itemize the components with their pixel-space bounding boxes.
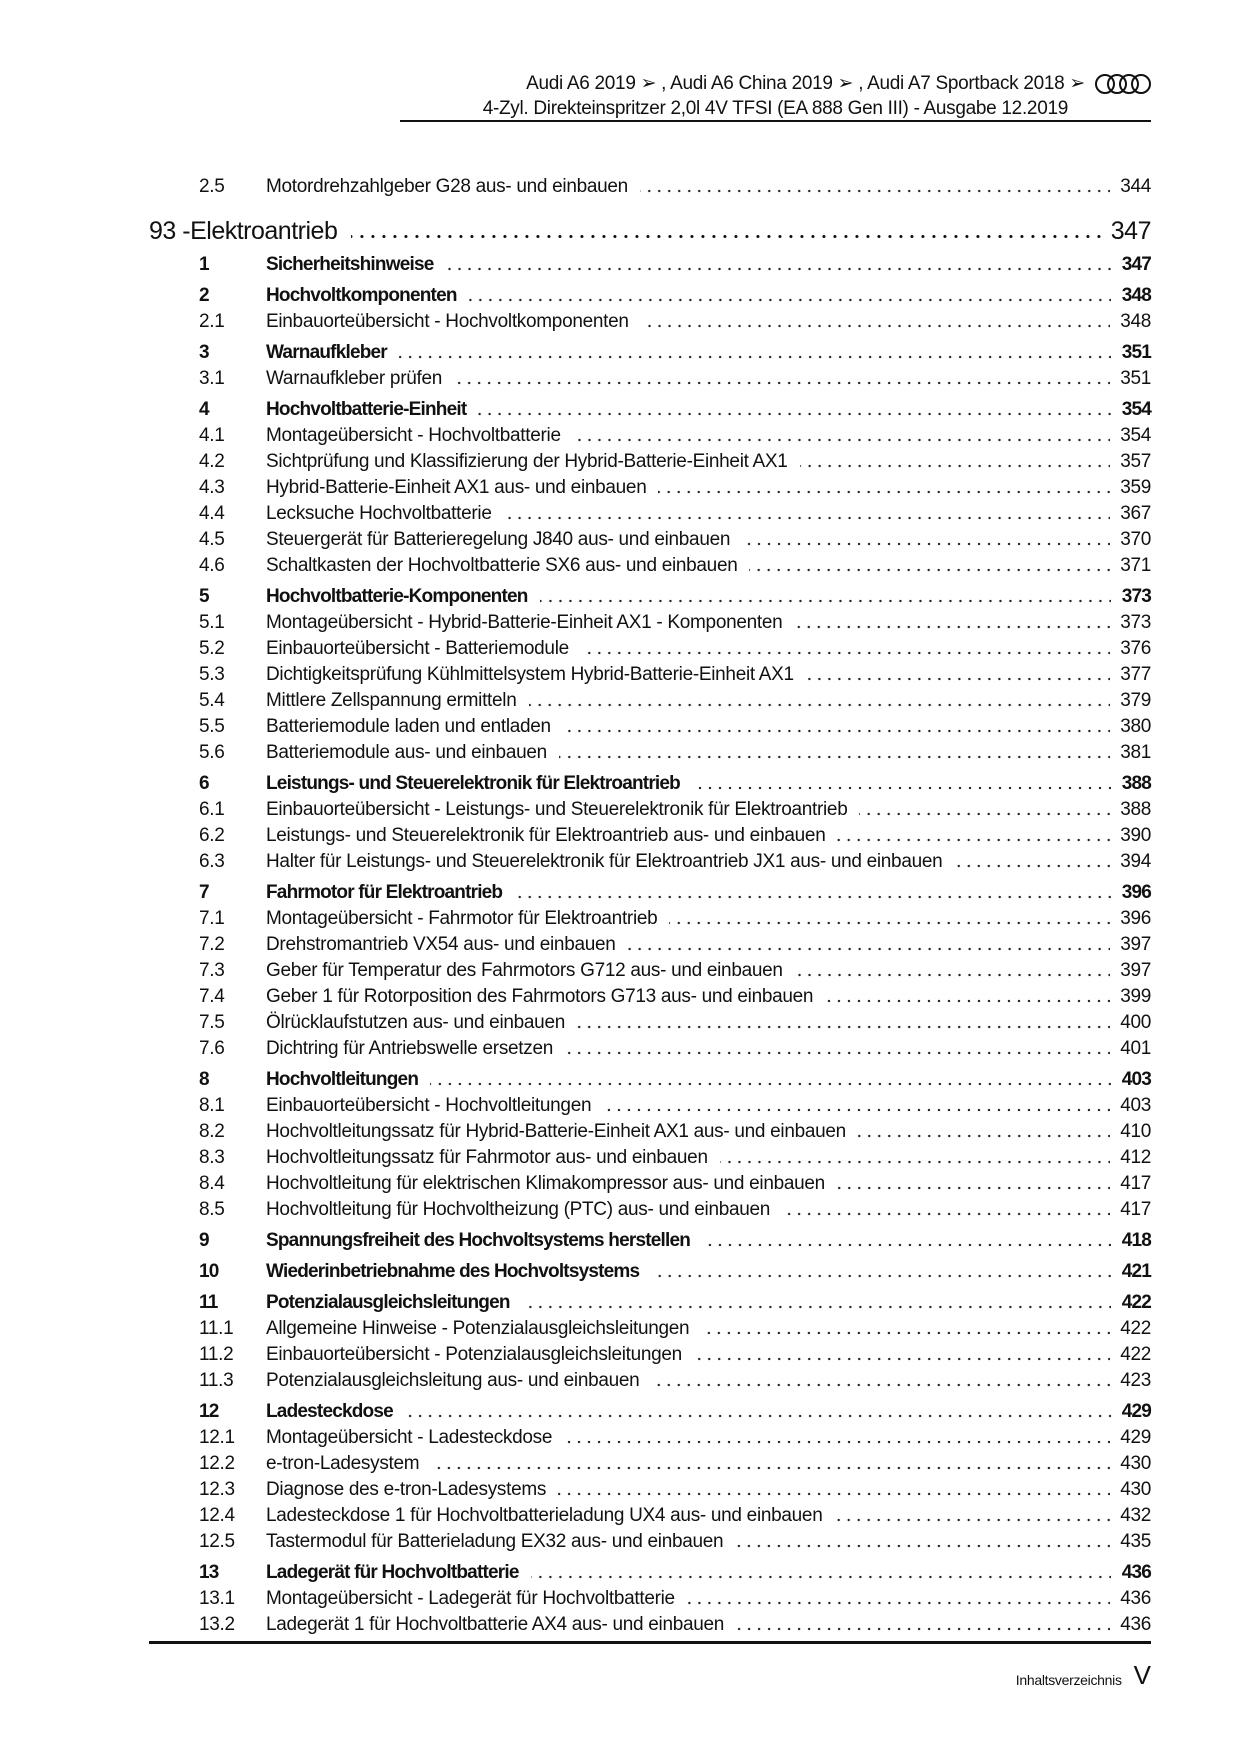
toc-entry-number: 11.2 (199, 1344, 234, 1365)
dot-leader (573, 423, 1110, 449)
toc-entry-number: 93 - (149, 217, 191, 245)
dot-leader (658, 475, 1110, 501)
toc-entry[interactable] (149, 1316, 1151, 1342)
toc-entry-title: Diagnose des e-tron-Ladesystems (266, 1479, 547, 1500)
toc-entry-number: 3 (199, 342, 209, 363)
toc-chapter-entry[interactable] (149, 1228, 1151, 1254)
dot-leader (834, 1503, 1110, 1529)
dot-leader (529, 688, 1111, 714)
toc-entry-page: 348 (1121, 285, 1151, 306)
toc-entry[interactable] (149, 958, 1151, 984)
toc-entry-title: Einbauorteübersicht - Hochvoltleitungen (266, 1095, 592, 1116)
toc-entry-number: 5.6 (199, 742, 225, 763)
toc-entry-page: 359 (1120, 477, 1151, 498)
toc-entry-number: 4.3 (199, 477, 225, 498)
toc-entry[interactable] (149, 1425, 1151, 1451)
toc-entry-title: Hochvoltbatterie-Einheit (266, 399, 467, 420)
toc-entry-number: 2 (199, 285, 209, 306)
toc-entry-title: Einbauorteübersicht - Potenzialausgleichsleitungen (266, 1344, 682, 1365)
toc-entry-number: 12.3 (199, 1479, 235, 1500)
toc-entry[interactable] (149, 849, 1151, 875)
toc-chapter-entry[interactable] (149, 584, 1151, 610)
toc-entry[interactable] (149, 1477, 1151, 1503)
dot-leader (577, 1010, 1110, 1036)
dot-leader (504, 501, 1111, 527)
toc-entry-title: Einbauorteübersicht - Batteriemodule (266, 638, 569, 659)
toc-entry[interactable] (149, 1010, 1151, 1036)
dot-leader (858, 1119, 1110, 1145)
toc-entry-page: 429 (1121, 1401, 1151, 1422)
dot-leader (954, 849, 1110, 875)
toc-entry-title: Montageübersicht - Hochvoltbatterie (266, 425, 561, 446)
toc-entry-title: Montageübersicht - Ladesteckdose (266, 1427, 553, 1448)
toc-entry[interactable] (149, 527, 1151, 553)
toc-entry-title: Dichtring für Antriebswelle ersetzen (266, 1038, 554, 1059)
toc-entry[interactable] (149, 984, 1151, 1010)
toc-entry-title: e-tron-Ladesystem (266, 1453, 420, 1474)
toc-entry-title: Hochvoltbatterie-Komponenten (266, 586, 528, 607)
toc-entry-page: 377 (1120, 664, 1151, 685)
toc-entry-title: Lecksuche Hochvoltbatterie (266, 503, 492, 524)
toc-entry-number: 8.3 (199, 1147, 225, 1168)
dot-leader (640, 174, 1110, 200)
toc-entry-page: 430 (1120, 1453, 1151, 1474)
toc-entry[interactable] (149, 174, 1151, 200)
toc-entry-page: 396 (1120, 908, 1151, 929)
toc-entry-page: 432 (1120, 1505, 1151, 1526)
toc-entry-number: 8.5 (199, 1199, 225, 1220)
toc-entry-title: Geber für Temperatur des Fahrmotors G712 aus- und einbauen (266, 960, 783, 981)
dot-leader (800, 449, 1111, 475)
toc-entry-number: 13 (199, 1562, 219, 1583)
toc-entry-title: Elektroantrieb (190, 217, 338, 245)
dot-leader (749, 553, 1110, 579)
audi-rings-logo-icon (1095, 74, 1151, 94)
toc-entry-number: 6.1 (199, 799, 225, 820)
toc-entry-page: 373 (1120, 612, 1151, 633)
toc-chapter-entry[interactable] (149, 283, 1151, 309)
toc-entry[interactable] (149, 906, 1151, 932)
dot-leader (736, 1612, 1110, 1638)
dot-leader (742, 527, 1110, 553)
toc-entry-page: 435 (1120, 1531, 1151, 1552)
toc-entry-number: 7 (199, 882, 209, 903)
toc-entry-page: 394 (1120, 851, 1151, 872)
toc-entry-title: Montageübersicht - Hybrid-Batterie-Einheit AX1 - Komponenten (266, 612, 783, 633)
toc-entry-number: 5.3 (199, 664, 225, 685)
toc-entry-number: 11 (199, 1292, 218, 1313)
toc-entry-number: 5.5 (199, 716, 225, 737)
toc-entry-page: 390 (1120, 825, 1151, 846)
toc-entry-number: 8.2 (199, 1121, 225, 1142)
toc-entry-title: Allgemeine Hinweise - Potenzialausgleichsleitungen (266, 1318, 690, 1339)
toc-entry[interactable] (149, 423, 1151, 449)
toc-entry-page: 401 (1120, 1038, 1151, 1059)
toc-entry-number: 8.4 (199, 1173, 225, 1194)
dot-leader (687, 1586, 1110, 1612)
header-subtitle: 4-Zyl. Direkteinspritzer 2,0l 4V TFSI (EA 888 Gen III) - Ausgabe 12.2019 (482, 98, 1068, 119)
header-models (526, 72, 1151, 95)
toc-entry-number: 8 (199, 1069, 209, 1090)
toc-entry-title: Leistungs- und Steuerelektronik für Elektroantrieb aus- und einbauen (266, 825, 826, 846)
toc-entry-page: 380 (1120, 716, 1151, 737)
toc-entry-title: Hochvoltleitungen (266, 1069, 419, 1090)
toc-entry[interactable] (149, 823, 1151, 849)
toc-entry-page: 417 (1120, 1199, 1151, 1220)
footer-page-number: V (1133, 1660, 1151, 1690)
toc-chapter-entry[interactable] (149, 1560, 1151, 1586)
toc-entry-page: 403 (1120, 1095, 1151, 1116)
toc-entry-page: 396 (1121, 882, 1151, 903)
toc-entry[interactable] (149, 714, 1151, 740)
toc-entry-title: Ladesteckdose (266, 1401, 393, 1422)
toc-entry-title: Hybrid-Batterie-Einheit AX1 aus- und einbauen (266, 477, 647, 498)
toc-chapter-entry[interactable] (149, 1290, 1151, 1316)
toc-entry-page: 381 (1120, 742, 1151, 763)
toc-entry-title: Motordrehzahlgeber G28 aus- und einbauen (266, 176, 628, 197)
toc-entry-page: 422 (1120, 1344, 1151, 1365)
dot-leader (540, 584, 1111, 610)
dot-leader (581, 636, 1110, 662)
toc-entry-page: 371 (1120, 555, 1151, 576)
toc-entry[interactable] (149, 1529, 1151, 1555)
toc-entry-title: Schaltkasten der Hochvoltbatterie SX6 aus- und einbauen (266, 555, 738, 576)
toc-entry-title: Warnaufkleber (266, 342, 387, 363)
toc-entry-number: 5.1 (199, 612, 225, 633)
toc-entry[interactable] (149, 1612, 1151, 1638)
toc-entry-number: 8.1 (199, 1095, 225, 1116)
toc-entry-number: 11.3 (199, 1370, 234, 1391)
toc-entry[interactable] (149, 1368, 1151, 1394)
toc-entry-number: 9 (199, 1230, 209, 1251)
toc-entry[interactable] (149, 1036, 1151, 1062)
toc-entry-page: 370 (1120, 529, 1151, 550)
toc-entry-title: Mittlere Zellspannung ermitteln (266, 690, 517, 711)
toc-entry-title: Ladegerät für Hochvoltbatterie (266, 1562, 519, 1583)
toc-entry[interactable] (149, 1342, 1151, 1368)
toc-entry-number: 7.3 (199, 960, 225, 981)
toc-entry-page: 344 (1120, 176, 1151, 197)
toc-entry[interactable] (149, 501, 1151, 527)
toc-entry-page: 397 (1120, 960, 1151, 981)
toc-chapter-entry[interactable] (149, 1067, 1151, 1093)
dot-leader (701, 1316, 1110, 1342)
dot-leader (351, 222, 1106, 248)
toc-entry-title: Spannungsfreiheit des Hochvoltsystems herstellen (266, 1230, 691, 1251)
toc-entry-title: Fahrmotor für Elektroantrieb (266, 882, 503, 903)
toc-entry-number: 6.2 (199, 825, 225, 846)
dot-leader (795, 958, 1111, 984)
toc-entry[interactable] (149, 932, 1151, 958)
footer-divider (149, 1641, 1151, 1644)
toc-entry[interactable] (149, 662, 1151, 688)
toc-entry-number: 7.4 (199, 986, 225, 1007)
toc-entry-page: 400 (1120, 1012, 1151, 1033)
toc-entry-page: 436 (1120, 1588, 1151, 1609)
dot-leader (405, 1399, 1111, 1425)
toc-entry[interactable] (149, 1145, 1151, 1171)
toc-entry-page: 354 (1120, 425, 1151, 446)
toc-entry-page: 397 (1120, 934, 1151, 955)
toc-entry[interactable] (149, 1197, 1151, 1223)
toc-entry-number: 13.2 (199, 1614, 235, 1635)
dot-leader (859, 797, 1110, 823)
dot-leader (565, 1036, 1110, 1062)
toc-chapter-entry[interactable] (149, 771, 1151, 797)
footer-section-label: Inhaltsverzeichnis (1015, 1672, 1122, 1688)
toc-entry-page: 388 (1121, 773, 1151, 794)
toc-entry-title: Sicherheitshinweise (266, 254, 434, 275)
toc-entry-number: 4 (199, 399, 209, 420)
toc-entry[interactable] (149, 740, 1151, 766)
toc-entry-page: 357 (1120, 451, 1151, 472)
dot-leader (806, 662, 1110, 688)
toc-entry-number: 13.1 (199, 1588, 235, 1609)
dot-leader (558, 1477, 1110, 1503)
toc-entry-page: 399 (1120, 986, 1151, 1007)
toc-chapter-entry[interactable] (149, 397, 1151, 423)
toc-entry-number: 4.5 (199, 529, 225, 550)
dot-leader (837, 1171, 1110, 1197)
dot-leader (399, 340, 1111, 366)
toc-entry-page: 417 (1120, 1173, 1151, 1194)
toc-entry-page: 388 (1120, 799, 1151, 820)
toc-entry-title: Hochvoltleitung für elektrischen Klimakompressor aus- und einbauen (266, 1173, 825, 1194)
header-divider (400, 120, 1151, 122)
toc-entry-title: Hochvoltkomponenten (266, 285, 457, 306)
toc-entry-number: 12.5 (199, 1531, 235, 1552)
toc-entry-title: Montageübersicht - Ladegerät für Hochvoltbatterie (266, 1588, 675, 1609)
toc-entry-page: 436 (1121, 1562, 1151, 1583)
toc-entry-page: 421 (1121, 1261, 1151, 1282)
toc-entry[interactable] (149, 475, 1151, 501)
toc-entry-number: 12.1 (199, 1427, 235, 1448)
toc-entry-title: Ölrücklaufstutzen aus- und einbauen (266, 1012, 565, 1033)
toc-entry-title: Wiederinbetriebnahme des Hochvoltsystems (266, 1261, 640, 1282)
toc-entry[interactable] (149, 449, 1151, 475)
dot-leader (478, 397, 1111, 423)
toc-entry-page: 410 (1120, 1121, 1151, 1142)
dot-leader (628, 932, 1111, 958)
toc-entry[interactable] (149, 309, 1151, 335)
dot-leader (469, 283, 1111, 309)
dot-leader (641, 309, 1111, 335)
toc-entry-title: Warnaufkleber prüfen (266, 368, 443, 389)
toc-entry-page: 373 (1121, 586, 1151, 607)
table-of-contents (149, 174, 1151, 1638)
toc-entry-page: 429 (1120, 1427, 1151, 1448)
dot-leader (702, 1228, 1111, 1254)
toc-chapter-entry[interactable] (149, 252, 1151, 278)
toc-entry-page: 347 (1121, 254, 1151, 275)
toc-entry[interactable] (149, 366, 1151, 392)
page-footer (1016, 1660, 1151, 1691)
dot-leader (651, 1259, 1111, 1285)
toc-entry-number: 5.2 (199, 638, 225, 659)
dot-leader (522, 1290, 1111, 1316)
toc-entry[interactable] (149, 1586, 1151, 1612)
dot-leader (531, 1560, 1111, 1586)
dot-leader (794, 610, 1110, 636)
toc-entry-page: 367 (1120, 503, 1151, 524)
toc-entry-page: 422 (1120, 1318, 1151, 1339)
toc-entry-title: Drehstromantrieb VX54 aus- und einbauen (266, 934, 616, 955)
toc-entry-number: 2.1 (199, 311, 225, 332)
toc-entry-title: Halter für Leistungs- und Steuerelektronik für Elektroantrieb JX1 aus- und einbauen (266, 851, 943, 872)
toc-entry-number: 3.1 (199, 368, 225, 389)
toc-entry-title: Tastermodul für Batterieladung EX32 aus- und einbauen (266, 1531, 724, 1552)
toc-entry[interactable] (149, 610, 1151, 636)
toc-entry-number: 10 (199, 1261, 219, 1282)
toc-entry[interactable] (149, 1119, 1151, 1145)
toc-entry-number: 2.5 (199, 176, 225, 197)
dot-leader (669, 906, 1110, 932)
dot-leader (692, 771, 1111, 797)
toc-entry[interactable] (149, 1451, 1151, 1477)
toc-entry-page: 379 (1120, 690, 1151, 711)
dot-leader (825, 984, 1110, 1010)
dot-leader (430, 1067, 1111, 1093)
toc-entry-number: 12 (199, 1401, 219, 1422)
toc-entry-title: Ladegerät 1 für Hochvoltbatterie AX4 aus- und einbauen (266, 1614, 725, 1635)
toc-entry[interactable] (149, 688, 1151, 714)
toc-entry-title: Potenzialausgleichsleitungen (266, 1292, 510, 1313)
toc-entry-page: 422 (1121, 1292, 1151, 1313)
toc-entry-page: 418 (1121, 1230, 1151, 1251)
toc-entry-number: 5.4 (199, 690, 225, 711)
dot-leader (431, 1451, 1110, 1477)
toc-entry-title: Geber 1 für Rotorposition des Fahrmotors G713 aus- und einbauen (266, 986, 814, 1007)
toc-entry-title: Montageübersicht - Fahrmotor für Elektroantrieb (266, 908, 658, 929)
toc-entry-number: 5 (199, 586, 209, 607)
toc-part-heading[interactable] (149, 214, 1151, 248)
toc-entry-number: 6.3 (199, 851, 225, 872)
toc-entry-title: Batteriemodule aus- und einbauen (266, 742, 547, 763)
toc-entry-page: 376 (1120, 638, 1151, 659)
toc-entry-title: Sichtprüfung und Klassifizierung der Hybrid-Batterie-Einheit AX1 (266, 451, 788, 472)
dot-leader (720, 1145, 1110, 1171)
dot-leader (445, 252, 1111, 278)
toc-entry-page: 354 (1121, 399, 1151, 420)
toc-entry-title: Batteriemodule laden und entladen (266, 716, 551, 737)
dot-leader (694, 1342, 1110, 1368)
toc-entry-number: 4.4 (199, 503, 225, 524)
toc-entry-number: 12.2 (199, 1453, 235, 1474)
toc-entry-page: 412 (1120, 1147, 1151, 1168)
toc-entry[interactable] (149, 1093, 1151, 1119)
toc-entry-title: Dichtigkeitsprüfung Kühlmittelsystem Hybrid-Batterie-Einheit AX1 (266, 664, 794, 685)
toc-entry-page: 403 (1121, 1069, 1151, 1090)
toc-entry-number: 4.2 (199, 451, 225, 472)
dot-leader (735, 1529, 1110, 1555)
toc-entry-page: 347 (1110, 217, 1151, 245)
toc-entry-number: 11.1 (199, 1318, 234, 1339)
toc-entry-page: 423 (1120, 1370, 1151, 1391)
toc-entry-number: 4.1 (199, 425, 225, 446)
toc-entry-number: 12.4 (199, 1505, 235, 1526)
toc-entry-page: 436 (1120, 1614, 1151, 1635)
dot-leader (564, 1425, 1110, 1451)
toc-entry-title: Einbauorteübersicht - Hochvoltkomponenten (266, 311, 629, 332)
dot-leader (454, 366, 1110, 392)
dot-leader (651, 1368, 1110, 1394)
toc-entry-number: 7.5 (199, 1012, 225, 1033)
toc-entry-number: 7.1 (199, 908, 225, 929)
toc-entry-page: 351 (1121, 342, 1151, 363)
toc-entry-number: 7.2 (199, 934, 225, 955)
toc-entry-page: 351 (1120, 368, 1151, 389)
toc-entry[interactable] (149, 1503, 1151, 1529)
toc-entry-number: 6 (199, 773, 209, 794)
toc-entry-title: Ladesteckdose 1 für Hochvoltbatterieladung UX4 aus- und einbauen (266, 1505, 823, 1526)
toc-entry-title: Einbauorteübersicht - Leistungs- und Steuerelektronik für Elektroantrieb (266, 799, 848, 820)
toc-entry-page: 348 (1120, 311, 1151, 332)
dot-leader (782, 1197, 1110, 1223)
toc-entry-title: Hochvoltleitungssatz für Hybrid-Batterie-Einheit AX1 aus- und einbauen (266, 1121, 846, 1142)
toc-entry[interactable] (149, 553, 1151, 579)
toc-entry-title: Steuergerät für Batterieregelung J840 aus- und einbauen (266, 529, 731, 550)
toc-entry[interactable] (149, 636, 1151, 662)
dot-leader (603, 1093, 1110, 1119)
toc-chapter-entry[interactable] (149, 880, 1151, 906)
toc-chapter-entry[interactable] (149, 1399, 1151, 1425)
toc-entry-page: 430 (1120, 1479, 1151, 1500)
header-models-text: Audi A6 2019 ➢ , Audi A6 China 2019 ➢ , Audi A7 Sportback 2018 ➢ (526, 73, 1085, 94)
dot-leader (559, 740, 1110, 766)
toc-entry-title: Hochvoltleitungssatz für Fahrmotor aus- und einbauen (266, 1147, 708, 1168)
toc-entry-number: 7.6 (199, 1038, 225, 1059)
toc-entry[interactable] (149, 1171, 1151, 1197)
dot-leader (837, 823, 1110, 849)
toc-chapter-entry[interactable] (149, 1259, 1151, 1285)
dot-leader (563, 714, 1110, 740)
toc-entry-number: 1 (199, 254, 209, 275)
toc-entry-title: Hochvoltleitung für Hochvoltheizung (PTC) aus- und einbauen (266, 1199, 771, 1220)
toc-entry-title: Leistungs- und Steuerelektronik für Elektroantrieb (266, 773, 680, 794)
dot-leader (514, 880, 1111, 906)
toc-entry[interactable] (149, 797, 1151, 823)
toc-chapter-entry[interactable] (149, 340, 1151, 366)
toc-entry-number: 4.6 (199, 555, 225, 576)
toc-entry-title: Potenzialausgleichsleitung aus- und einbauen (266, 1370, 640, 1391)
